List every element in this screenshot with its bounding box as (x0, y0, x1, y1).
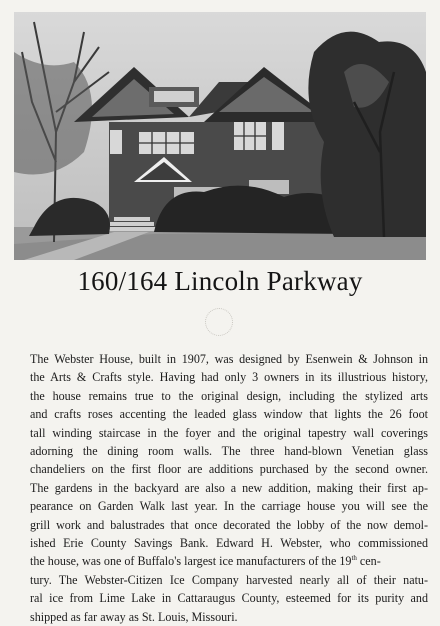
paragraph-line: The gardens in the backyard are also a new addition, making their first ap- (30, 480, 428, 495)
house-photo-illustration (14, 12, 426, 260)
paragraph-line: pearance on Garden Walk last year. In the carriage house you will see the (30, 499, 428, 514)
paragraph-line: adorning the dining room walls. The three hand-blown Venetian glass (30, 444, 428, 459)
body-paragraph (30, 350, 428, 626)
paragraph-line: chandeliers on the first floor are additions purchased by the second owner. (30, 462, 428, 477)
paragraph-line: and crafts roses accenting the leaded glass window that lights the 26 foot (30, 407, 428, 422)
page-title: 160/164 Lincoln Parkway (77, 266, 363, 296)
paragraph-line: ished Erie County Savings Bank. Edward H. Webster, who commissioned (30, 536, 428, 551)
paragraph-line: grill work and balustrades that once decorated the lobby of the now demol- (30, 517, 428, 532)
ordinal-superscript: th (351, 554, 357, 563)
paragraph-line: the Arts & Crafts style. Having had only 3 owners in its illustrious history, (30, 370, 428, 385)
line-text: cen- (356, 554, 381, 569)
punch-hole-mark (205, 308, 233, 336)
paragraph-line: the house remains true to the original design, including the stylized arts (30, 388, 428, 403)
paragraph-line: tall winding staircase in the foyer and the original tapestry wall coverings (30, 425, 428, 440)
house-photograph (14, 12, 426, 260)
paragraph-line: The Webster House, built in 1907, was designed by Esenwein & Johnson in (30, 352, 428, 366)
paragraph-line: shipped as far away as St. Louis, Missouri. (30, 609, 238, 624)
paragraph-line: tury. The Webster-Citizen Ice Company harvested nearly all of their natu- (30, 572, 428, 587)
paragraph-line: ral ice from Lime Lake in Cattaraugus County, esteemed for its purity and (30, 591, 428, 606)
line-text: the house, was one of Buffalo's largest ice manufacturers of the 19 (30, 554, 352, 569)
paragraph-line (30, 552, 428, 570)
